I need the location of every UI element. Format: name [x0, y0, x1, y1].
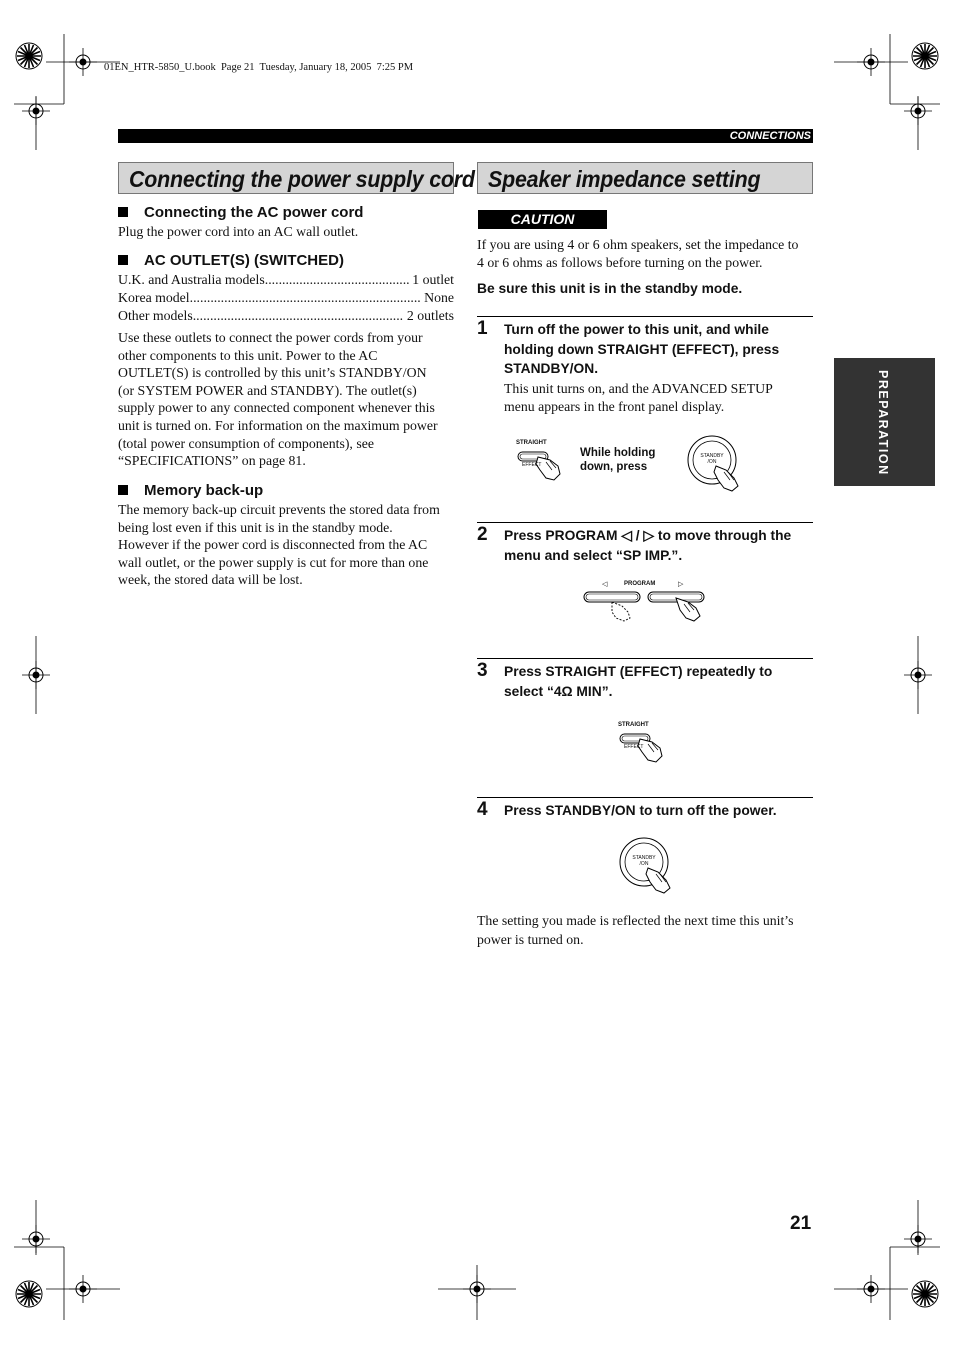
step-divider [477, 797, 813, 798]
text-line: The memory back-up circuit prevents the stored data from [118, 502, 440, 517]
square-bullet-icon [118, 255, 128, 265]
text-line: power is turned on. [477, 932, 584, 947]
step-divider [477, 316, 813, 317]
text-line: being lost even if this unit is in the standby mode. [118, 519, 393, 535]
outlet-row-label: Other models [118, 308, 193, 323]
outlet-row [118, 307, 454, 325]
straight-button-icon [614, 730, 674, 766]
file-header: 01EN_HTR-5850_U.book Page 21 Tuesday, January 18, 2005 7:25 PM [104, 62, 414, 73]
outlet-row-label: Korea model [118, 290, 190, 305]
text-line: (or SYSTEM POWER and STANDBY). The outlet(s) [118, 382, 417, 398]
step-divider [477, 522, 813, 523]
outlet-row [118, 271, 454, 289]
text-line: Press PROGRAM ◁ / ▷ to move through the [504, 528, 792, 543]
memory-heading-text: Memory back-up [144, 482, 264, 499]
text-line: unit is turned on. For information on the maximum power [118, 417, 438, 433]
standby-button-illustration [686, 434, 742, 492]
outlets-description [118, 329, 438, 470]
closing-text [477, 911, 794, 949]
outlet-row-value: 1 outlet [412, 272, 454, 287]
square-bullet-icon [118, 207, 128, 217]
step-instruction [504, 801, 777, 821]
program-left-arrow: ◁ [602, 581, 608, 588]
top-rule-bar [118, 129, 813, 143]
text-line: STANDBY [700, 453, 724, 459]
program-buttons-illustration [582, 578, 708, 622]
intro-text [477, 236, 798, 271]
caution-badge: CAUTION [478, 210, 607, 229]
text-line: week, the stored data will be lost. [118, 572, 303, 588]
left-title-text: Connecting the power supply cord [129, 166, 475, 192]
side-tab-label: PREPARATION [876, 370, 890, 476]
step-description [504, 380, 773, 415]
straight-label: STRAIGHT [618, 722, 649, 728]
memory-heading [118, 482, 263, 499]
section-label: CONNECTIONS [729, 130, 811, 142]
text-line: Press STANDBY/ON to turn off the power. [504, 803, 777, 818]
standby-label [632, 855, 656, 867]
step-number: 3 [477, 660, 488, 681]
text-line: Use these outlets to connect the power cords from your [118, 330, 423, 345]
outlets-table [118, 271, 454, 325]
step-divider [477, 658, 813, 659]
right-title-text: Speaker impedance setting [488, 166, 761, 192]
text-line: This unit turns on, and the ADVANCED SETUP [504, 381, 773, 396]
square-bullet-icon [118, 485, 128, 495]
effect-label: EFFECT [624, 744, 644, 750]
standby-button-illustration-2 [618, 836, 674, 894]
text-line: supply power to any connected component whenever this [118, 400, 435, 416]
text-line: down, press [580, 461, 648, 473]
straight-label: STRAIGHT [516, 440, 547, 446]
standby-label [700, 453, 724, 465]
text-line: menu and select “SP IMP.”. [504, 547, 683, 563]
text-line: However if the power cord is disconnected from the AC [118, 537, 428, 553]
text-line: STANDBY [632, 855, 656, 861]
standby-note: Be sure this unit is in the standby mode. [477, 281, 743, 296]
text-line: “SPECIFICATIONS” on page 81. [118, 453, 306, 469]
text-line: /ON [707, 459, 717, 465]
straight-button-illustration-2 [614, 720, 674, 766]
text-line: wall outlet, or the power supply is cut for more than one [118, 554, 429, 570]
text-line: menu appears in the front panel display. [504, 398, 725, 414]
step-number: 2 [477, 524, 488, 545]
outlets-heading [118, 252, 344, 269]
text-line: holding down STRAIGHT (EFFECT), press [504, 341, 780, 357]
text-line: 4 or 6 ohms as follows before turning on the power. [477, 254, 763, 270]
straight-button-icon [512, 448, 572, 484]
outlet-row-value: None [424, 290, 454, 305]
outlets-heading-text: AC OUTLET(S) (SWITCHED) [144, 252, 344, 269]
text-line: OUTLET(S) is controlled by this unit’s STANDBY/ON [118, 365, 427, 381]
text-line: /ON [639, 861, 649, 867]
text-line: STANDBY/ON. [504, 361, 599, 376]
left-section-title [118, 162, 475, 194]
outlet-row-value: 2 outlets [406, 308, 454, 323]
program-buttons-icon [582, 590, 708, 622]
while-holding-text [580, 446, 655, 474]
text-line: Press STRAIGHT (EFFECT) repeatedly to [504, 664, 773, 679]
ac-cord-heading [118, 204, 363, 221]
program-right-arrow: ▷ [678, 581, 684, 588]
effect-label: EFFECT [522, 462, 542, 468]
outlet-row-label: U.K. and Australia models [118, 272, 265, 287]
step-instruction [504, 526, 791, 565]
ac-cord-heading-text: Connecting the AC power cord [144, 204, 364, 221]
side-tab [834, 358, 935, 486]
straight-button-illustration [512, 438, 572, 484]
right-section-title [477, 162, 813, 194]
page-number: 21 [790, 1213, 812, 1234]
ac-cord-text: Plug the power cord into an AC wall outlet. [118, 224, 359, 239]
text-line: While holding [580, 447, 656, 459]
text-line: select “4Ω MIN”. [504, 683, 613, 699]
step-number: 1 [477, 318, 488, 339]
text-line: Turn off the power to this unit, and while [504, 322, 769, 337]
step-instruction [504, 320, 779, 379]
outlet-row [118, 289, 454, 307]
text-line: The setting you made is reflected the next time this unit’s [477, 913, 794, 928]
text-line: If you are using 4 or 6 ohm speakers, set the impedance to [477, 237, 799, 252]
program-label: PROGRAM [624, 581, 656, 587]
memory-description [118, 501, 440, 589]
step-instruction [504, 662, 772, 701]
step-number: 4 [477, 799, 488, 820]
text-line: other components to this unit. Power to the AC [118, 347, 378, 363]
text-line: (total power consumption of components), see [118, 435, 374, 451]
